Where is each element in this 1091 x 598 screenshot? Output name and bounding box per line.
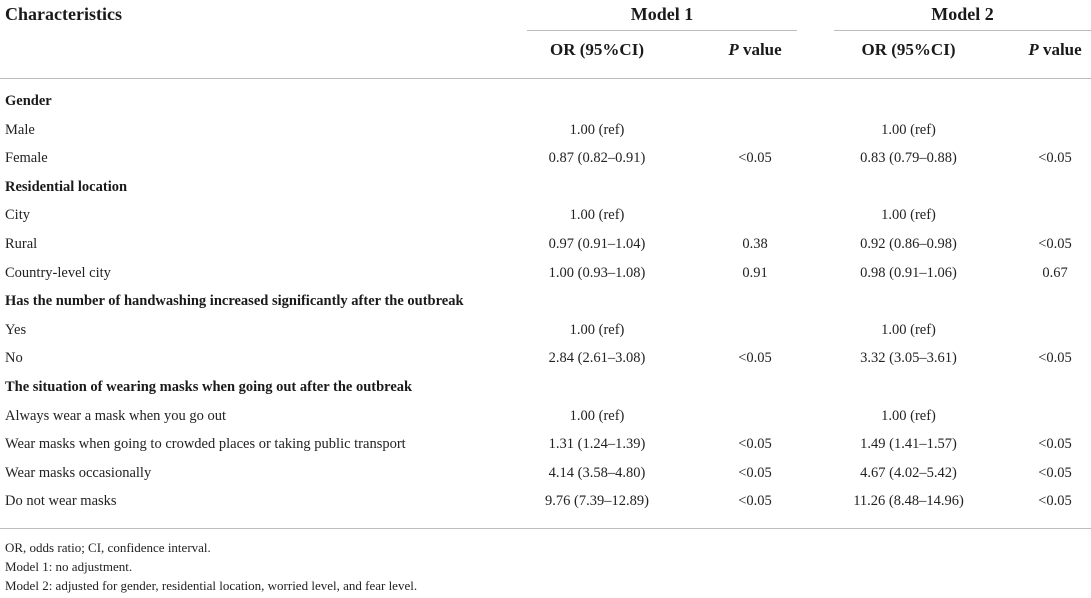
model2-or-cell: 1.49 (1.41–1.57)	[860, 436, 957, 453]
model2-p-cell: <0.05	[1038, 436, 1072, 453]
table-row	[0, 201, 1091, 230]
model2-p-header	[1020, 40, 1090, 60]
footnote: OR, odds ratio; CI, confidence interval.	[5, 540, 211, 555]
p-suffix: value	[1038, 40, 1082, 59]
section-row	[0, 87, 1091, 116]
model1-or-cell: 2.84 (2.61–3.08)	[548, 350, 646, 367]
model1-p-cell: 0.38	[742, 235, 768, 252]
row-label: Country-level city	[5, 264, 111, 281]
model1-p-header	[715, 40, 795, 60]
model2-or-cell: 0.83 (0.79–0.88)	[860, 150, 957, 167]
row-label: Do not wear masks	[5, 493, 117, 510]
table-body	[0, 87, 1091, 516]
row-label: City	[5, 207, 30, 224]
row-label: Has the number of handwashing increased significantly after the outbreak	[5, 293, 464, 310]
characteristics-header: Characteristics	[5, 4, 122, 24]
model1-or-cell: 1.31 (1.24–1.39)	[548, 436, 646, 453]
model1-p-cell: 0.91	[742, 264, 768, 281]
table-header	[0, 0, 1091, 80]
table-row	[0, 402, 1091, 431]
table-row	[0, 230, 1091, 259]
model2-or-cell: 0.92 (0.86–0.98)	[860, 235, 957, 252]
table-row	[0, 144, 1091, 173]
model2-or-cell: 0.98 (0.91–1.06)	[860, 264, 957, 281]
header-divider	[0, 78, 1091, 79]
row-label: Yes	[5, 321, 27, 338]
model2-p-cell: <0.05	[1038, 350, 1072, 367]
footnote: Model 2: adjusted for gender, residential location, worried level, and fear level.	[5, 578, 418, 593]
table-row	[0, 344, 1091, 373]
model2-p-cell: <0.05	[1038, 150, 1072, 167]
section-row	[0, 373, 1091, 402]
model1-p-cell: <0.05	[738, 436, 772, 453]
table-row	[0, 259, 1091, 288]
model2-or-cell: 11.26 (8.48–14.96)	[853, 493, 964, 510]
model1-or-cell: 1.00 (ref)	[569, 207, 625, 224]
model1-or-cell: 1.00 (ref)	[569, 321, 625, 338]
model1-or-cell: 4.14 (3.58–4.80)	[548, 464, 646, 481]
model1-p-cell: <0.05	[738, 350, 772, 367]
model1-p-cell: <0.05	[738, 150, 772, 167]
table-row	[0, 430, 1091, 459]
model2-or-header: OR (95%CI)	[861, 40, 956, 59]
row-label: Residential location	[5, 178, 128, 195]
p-italic: P	[728, 40, 739, 59]
model2-header: Model 2	[931, 4, 994, 24]
model1-or-cell: 0.97 (0.91–1.04)	[548, 235, 646, 252]
model1-or-cell: 0.87 (0.82–0.91)	[548, 150, 646, 167]
table-footnotes	[5, 538, 1085, 595]
table-row	[0, 116, 1091, 145]
row-label: Always wear a mask when you go out	[5, 407, 227, 424]
model2-p-cell: <0.05	[1038, 235, 1072, 252]
model1-p-cell: <0.05	[738, 464, 772, 481]
footnote: Model 1: no adjustment.	[5, 559, 133, 574]
model2-or-cell: 1.00 (ref)	[881, 207, 936, 224]
row-label: Wear masks when going to crowded places or taking public transport	[5, 436, 406, 453]
model2-p-cell: <0.05	[1038, 493, 1072, 510]
row-label: Female	[5, 150, 48, 167]
model2-or-cell: 1.00 (ref)	[881, 407, 936, 424]
model1-header: Model 1	[630, 4, 694, 24]
section-row	[0, 173, 1091, 202]
model2-underline	[834, 30, 1091, 31]
model2-or-cell: 1.00 (ref)	[881, 121, 936, 138]
model2-p-cell: <0.05	[1038, 464, 1072, 481]
model1-or-header: OR (95%CI)	[550, 40, 644, 59]
model2-or-cell: 4.67 (4.02–5.42)	[860, 464, 957, 481]
model1-underline	[527, 30, 797, 31]
model1-or-cell: 1.00 (0.93–1.08)	[548, 264, 646, 281]
row-label: Rural	[5, 235, 38, 252]
row-label: No	[5, 350, 23, 367]
model2-or-cell: 3.32 (3.05–3.61)	[860, 350, 957, 367]
model1-or-cell: 1.00 (ref)	[569, 121, 625, 138]
table-row	[0, 459, 1091, 488]
table-row	[0, 487, 1091, 516]
p-italic: P	[1028, 40, 1039, 59]
p-suffix: value	[738, 40, 782, 59]
row-label: The situation of wearing masks when going out after the outbreak	[5, 378, 413, 395]
model1-p-cell: <0.05	[738, 493, 772, 510]
model2-p-cell: 0.67	[1042, 264, 1068, 281]
section-row	[0, 287, 1091, 316]
model1-or-cell: 9.76 (7.39–12.89)	[545, 493, 649, 510]
row-label: Gender	[5, 93, 52, 109]
row-label: Male	[5, 121, 35, 138]
table-row	[0, 316, 1091, 345]
model1-or-cell: 1.00 (ref)	[569, 407, 625, 424]
row-label: Wear masks occasionally	[5, 464, 152, 481]
model2-or-cell: 1.00 (ref)	[881, 321, 936, 338]
table-bottom-divider	[0, 528, 1091, 529]
